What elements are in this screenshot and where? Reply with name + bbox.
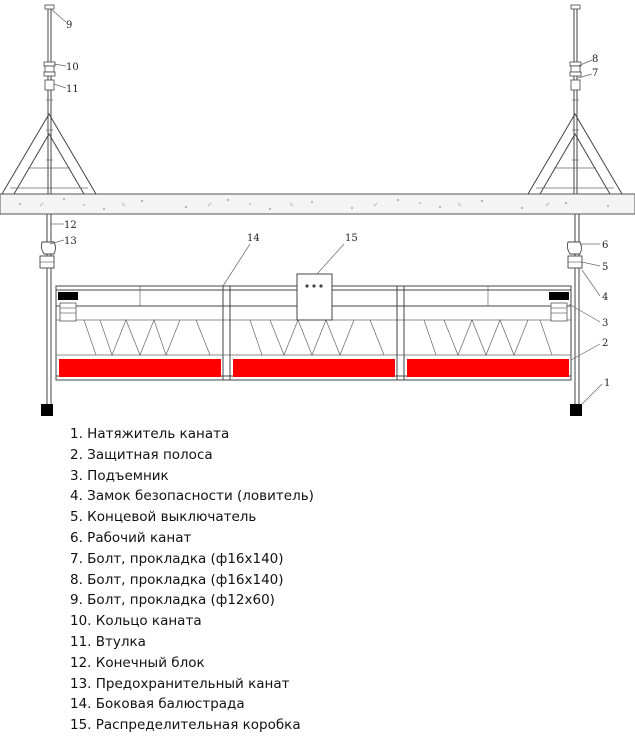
hoist-left xyxy=(58,292,78,300)
callout-2: 2 xyxy=(602,338,609,349)
legend-item: 15. Распределительная коробка xyxy=(70,717,301,734)
legend-item: 6. Рабочий канат xyxy=(70,529,192,546)
legend-item: 2. Защитная полоса xyxy=(70,446,213,463)
callout-1: 1 xyxy=(604,378,611,389)
callout-9: 9 xyxy=(66,20,73,31)
legend-item: 7. Болт, прокладка (ф16х140) xyxy=(70,550,284,567)
legend-item: 3. Подъемник xyxy=(70,467,169,484)
callout-4: 4 xyxy=(602,292,609,303)
callout-7: 7 xyxy=(592,68,599,79)
callout-3: 3 xyxy=(602,318,609,329)
legend-item: 4. Замок безопасности (ловитель) xyxy=(70,488,314,505)
legend-item: 11. Втулка xyxy=(70,633,146,650)
callout-12: 12 xyxy=(64,220,77,231)
platform xyxy=(56,274,571,380)
guard-strip-right xyxy=(407,359,569,377)
legend-item: 14. Боковая балюстрада xyxy=(70,696,245,713)
guard-strip-middle xyxy=(233,359,395,377)
left-suspension-mechanism xyxy=(2,5,96,194)
rope-tensioner-left xyxy=(41,404,53,416)
legend-item: 12. Конечный блок xyxy=(70,654,205,671)
safety-locks xyxy=(40,242,582,268)
callout-10: 10 xyxy=(66,62,79,73)
right-suspension-mechanism xyxy=(528,5,622,194)
legend-item: 8. Болт, прокладка (ф16х140) xyxy=(70,571,284,588)
callout-8: 8 xyxy=(592,54,599,65)
legend-item: 1. Натяжитель каната xyxy=(70,426,230,442)
legend-item: 13. Предохранительный канат xyxy=(70,675,290,692)
hoist-right xyxy=(549,292,569,300)
legend-item: 9. Болт, прокладка (ф12х60) xyxy=(70,592,275,609)
legend-item: 5. Концевой выключатель xyxy=(70,509,257,526)
roof-slab xyxy=(0,194,635,214)
parts-legend xyxy=(70,424,314,736)
distribution-box xyxy=(297,274,332,320)
callout-13: 13 xyxy=(64,236,77,247)
callout-11: 11 xyxy=(66,84,79,95)
callout-14: 14 xyxy=(247,233,260,244)
callout-5: 5 xyxy=(602,262,609,273)
guard-strip-left xyxy=(59,359,221,377)
legend-item: 10. Кольцо каната xyxy=(70,613,202,630)
rope-tensioner-right xyxy=(570,404,582,416)
callout-6: 6 xyxy=(602,240,609,251)
callout-15: 15 xyxy=(345,233,358,244)
